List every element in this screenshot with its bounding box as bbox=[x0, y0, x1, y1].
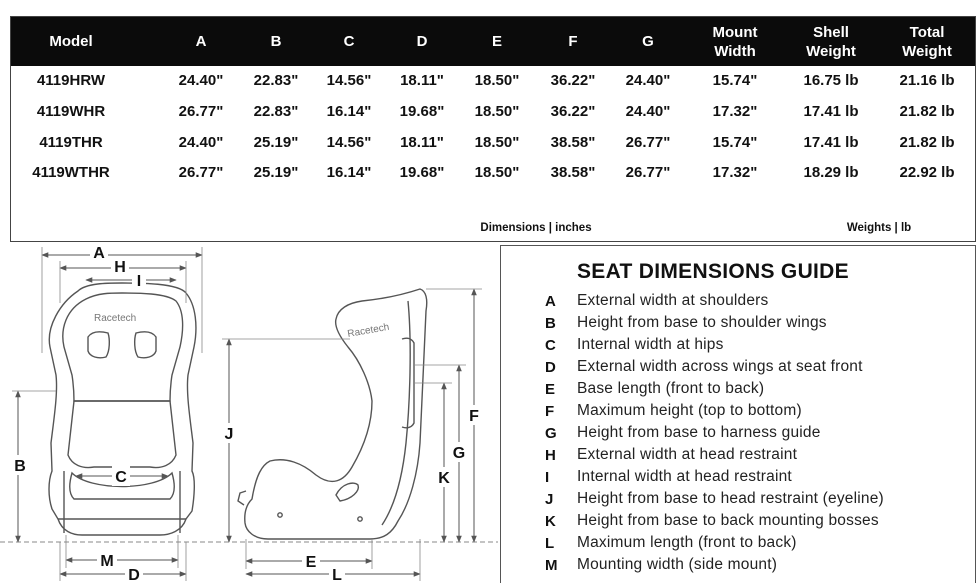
guide-letter: I bbox=[545, 468, 550, 486]
cell-model: 4119HRW bbox=[36, 71, 106, 89]
guide-letter: A bbox=[545, 292, 556, 310]
guide-text: Maximum length (front to back) bbox=[577, 534, 797, 551]
guide-text: External width at shoulders bbox=[577, 292, 769, 309]
cell-shell-weight: 16.75 lb bbox=[803, 71, 859, 89]
cell-e: 18.50" bbox=[474, 102, 520, 120]
cell-mount-width: 17.32" bbox=[712, 102, 758, 120]
seat-drawing bbox=[0, 243, 498, 583]
guide-letter: D bbox=[545, 358, 556, 376]
label-d: D bbox=[128, 567, 140, 583]
cell-c: 16.14" bbox=[326, 163, 372, 181]
guide-text: Height from base to head restraint (eyeline) bbox=[577, 490, 884, 507]
header-total-weight: Total Weight bbox=[902, 23, 952, 60]
guide-text: Height from base to shoulder wings bbox=[577, 314, 827, 331]
guide-text: Mounting width (side mount) bbox=[577, 556, 778, 573]
label-l: L bbox=[332, 567, 342, 583]
cell-b: 22.83" bbox=[253, 102, 299, 120]
table-row bbox=[11, 96, 975, 126]
list-item bbox=[545, 378, 884, 400]
label-c: C bbox=[115, 469, 127, 486]
guide-text: External width at head restraint bbox=[577, 446, 798, 463]
label-g: G bbox=[452, 445, 466, 462]
list-item bbox=[545, 312, 884, 334]
cell-total-weight: 21.16 lb bbox=[899, 71, 955, 89]
list-item bbox=[545, 554, 884, 576]
header-b: B bbox=[270, 33, 282, 50]
guide-title: SEAT DIMENSIONS GUIDE bbox=[577, 260, 849, 283]
weights-unit-note: Weights | lb bbox=[846, 222, 912, 234]
header-g: G bbox=[642, 33, 654, 50]
cell-a: 24.40" bbox=[178, 133, 224, 151]
cell-a: 26.77" bbox=[178, 163, 224, 181]
dimensions-guide bbox=[500, 245, 976, 583]
guide-letter: B bbox=[545, 314, 556, 332]
guide-letter: E bbox=[545, 380, 556, 398]
cell-g: 26.77" bbox=[625, 163, 671, 181]
cell-g: 24.40" bbox=[625, 102, 671, 120]
cell-e: 18.50" bbox=[474, 133, 520, 151]
side-logo: Racetech bbox=[346, 321, 391, 340]
cell-d: 19.68" bbox=[399, 163, 445, 181]
cell-model: 4119WHR bbox=[36, 102, 106, 120]
table-header bbox=[11, 17, 975, 66]
cell-shell-weight: 17.41 lb bbox=[803, 133, 859, 151]
cell-total-weight: 21.82 lb bbox=[899, 102, 955, 120]
guide-letter: F bbox=[545, 402, 555, 420]
cell-model: 4119THR bbox=[39, 133, 103, 151]
cell-mount-width: 15.74" bbox=[712, 133, 758, 151]
list-item bbox=[545, 422, 884, 444]
guide-letter: C bbox=[545, 336, 556, 354]
header-c: C bbox=[343, 33, 355, 50]
label-a: A bbox=[93, 245, 105, 262]
cell-shell-weight: 18.29 lb bbox=[803, 163, 859, 181]
cell-total-weight: 21.82 lb bbox=[899, 133, 955, 151]
cell-f: 36.22" bbox=[550, 102, 596, 120]
cell-a: 26.77" bbox=[178, 102, 224, 120]
header-a: A bbox=[195, 33, 207, 50]
header-d: D bbox=[416, 33, 428, 50]
cell-a: 24.40" bbox=[178, 71, 224, 89]
cell-b: 22.83" bbox=[253, 71, 299, 89]
label-b: B bbox=[14, 458, 26, 475]
guide-letter: J bbox=[545, 490, 554, 508]
guide-letter: M bbox=[545, 556, 558, 574]
label-f: F bbox=[469, 408, 479, 425]
cell-e: 18.50" bbox=[474, 71, 520, 89]
label-k: K bbox=[438, 470, 450, 487]
cell-g: 26.77" bbox=[625, 133, 671, 151]
header-f: F bbox=[568, 33, 578, 50]
table-row bbox=[11, 157, 975, 187]
list-item bbox=[545, 532, 884, 554]
header-model: Model bbox=[49, 33, 93, 50]
cell-d: 18.11" bbox=[400, 133, 444, 151]
table-row bbox=[11, 127, 975, 157]
list-item bbox=[545, 334, 884, 356]
seat-side-view bbox=[238, 289, 427, 539]
header-shell-weight: Shell Weight bbox=[806, 23, 856, 60]
guide-text: Height from base to back mounting bosses bbox=[577, 512, 879, 529]
cell-mount-width: 15.74" bbox=[712, 71, 758, 89]
guide-text: Maximum height (top to bottom) bbox=[577, 402, 802, 419]
cell-d: 18.11" bbox=[400, 71, 444, 89]
list-item bbox=[545, 466, 884, 488]
list-item bbox=[545, 444, 884, 466]
list-item bbox=[545, 488, 884, 510]
cell-c: 14.56" bbox=[326, 71, 372, 89]
guide-text: Internal width at hips bbox=[577, 336, 724, 353]
cell-b: 25.19" bbox=[253, 133, 299, 151]
cell-c: 16.14" bbox=[326, 102, 372, 120]
guide-text: Internal width at head restraint bbox=[577, 468, 792, 485]
guide-text: Base length (front to back) bbox=[577, 380, 765, 397]
cell-b: 25.19" bbox=[253, 163, 299, 181]
label-m: M bbox=[100, 553, 114, 570]
label-e: E bbox=[305, 554, 317, 571]
list-item bbox=[545, 400, 884, 422]
cell-f: 36.22" bbox=[550, 71, 596, 89]
label-i: I bbox=[136, 273, 142, 290]
guide-list bbox=[545, 290, 884, 576]
guide-letter: L bbox=[545, 534, 555, 552]
label-j: J bbox=[224, 426, 234, 443]
header-e: E bbox=[491, 33, 503, 50]
list-item bbox=[545, 290, 884, 312]
cell-d: 19.68" bbox=[399, 102, 445, 120]
list-item bbox=[545, 510, 884, 532]
dimensions-unit-note: Dimensions | inches bbox=[480, 222, 592, 234]
cell-f: 38.58" bbox=[550, 163, 596, 181]
guide-letter: G bbox=[545, 424, 557, 442]
cell-model: 4119WTHR bbox=[32, 163, 110, 181]
cell-g: 24.40" bbox=[625, 71, 671, 89]
cell-shell-weight: 17.41 lb bbox=[803, 102, 859, 120]
guide-text: Height from base to harness guide bbox=[577, 424, 821, 441]
cell-total-weight: 22.92 lb bbox=[899, 163, 955, 181]
guide-letter: H bbox=[545, 446, 556, 464]
table-row bbox=[11, 65, 975, 95]
cell-c: 14.56" bbox=[326, 133, 372, 151]
label-h: H bbox=[114, 259, 126, 276]
cell-f: 38.58" bbox=[550, 133, 596, 151]
spec-table bbox=[10, 16, 976, 242]
list-item bbox=[545, 356, 884, 378]
header-mount-width: Mount Width bbox=[712, 23, 758, 60]
cell-e: 18.50" bbox=[474, 163, 520, 181]
guide-text: External width across wings at seat front bbox=[577, 358, 863, 375]
cell-mount-width: 17.32" bbox=[712, 163, 758, 181]
guide-letter: K bbox=[545, 512, 556, 530]
front-logo: Racetech bbox=[94, 313, 137, 324]
